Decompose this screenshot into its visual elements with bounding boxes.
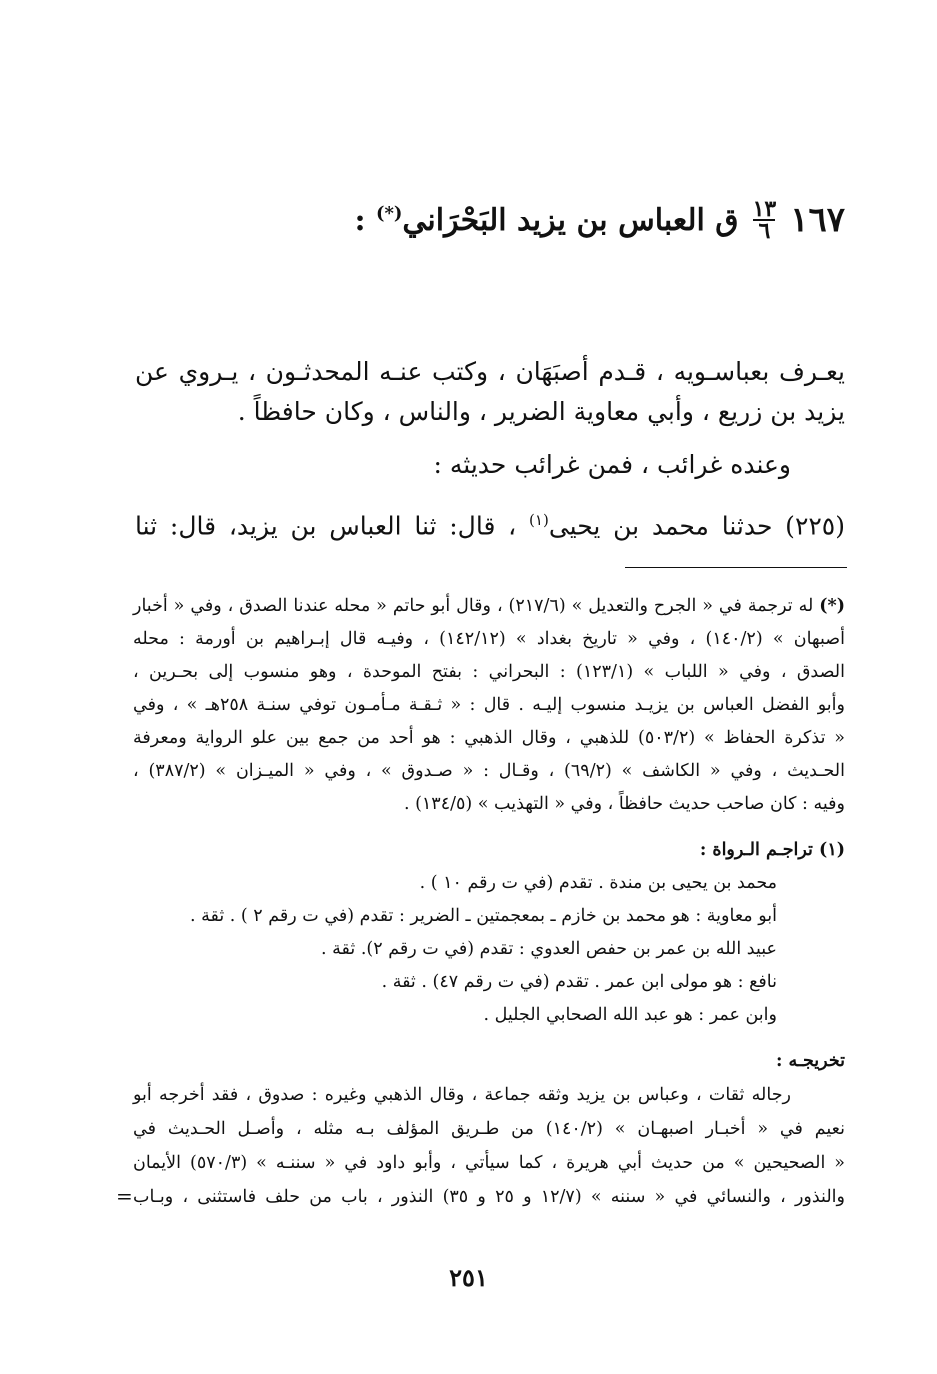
takhrij-line-1: رجاله ثقات ، وعباس بن يزيد وثقه جماعة ، وقال الذهبي وغيره : صدوق ، فقد أخرجه أبو [133, 1085, 791, 1105]
narrator-line-4: نافع : هو مولى ابن عمر . تقدم (في ت رقم ٤٧) . ثقة . [381, 972, 777, 992]
footnote-ref-1: (١) [529, 511, 549, 529]
entry-title-text: ق العباس بن يزيد البَحْرَاني [402, 202, 739, 238]
footnote-star-line-5: « تذكرة الحفاظ » (٥٠٣/٢) للذهبي ، وقال الذهبي : هو أحد من جمع بين علو الرواية ومعرفة [133, 728, 845, 748]
hadith-chain: ، قال: ثنا العباس بن يزيد، قال: ثنا [135, 511, 517, 541]
footnote-divider [625, 567, 847, 568]
hadith-intro: (٢٢٥) حدثنا محمد بن يحيى [548, 511, 845, 541]
narrator-line-5: وابن عمر : هو عبد الله الصحابي الجليل . [483, 1005, 777, 1025]
narrator-line-1: محمد بن يحيى بن مندة . تقدم (في ت رقم ١٠ ) . [419, 873, 777, 893]
page-number: ٢٥١ [449, 1263, 488, 1292]
entry-fraction-bottom: ٦ [758, 218, 771, 244]
entry-heading [354, 190, 845, 250]
footnote-star-line-6: الحـديث ، وفي « الكاشف » (٦٩/٢) ، وقـال : « صـدوق » ، وفي « الميـزان » (٣٨٧/٢) ، [133, 761, 845, 781]
continuation-mark: = [116, 1184, 133, 1208]
narrator-line-3: عبيد الله بن عمر بن حفص العدوي : تقدم (في ت رقم ٢). ثقة . [321, 939, 777, 959]
body-line-2: يزيد بن زريع ، وأبي معاوية الضرير ، والناس ، وكان حافظاً . [237, 397, 845, 426]
footnote-star-text-1: له ترجمة في « الجرح والتعديل » (٢١٧/٦) ، وقال أبو حاتم « محله عندنا الصدق ، وفي « أخبار [133, 596, 814, 616]
entry-title [354, 203, 738, 238]
narrators-heading: (١) تراجـم الـرواة : [699, 840, 845, 860]
takhrij-line-4: والنذور ، والنسائي في « سننه » (١٢/٧ و ٢٥ و ٣٥) النذور ، باب من حلف فاستثنى ، وبـاب [133, 1187, 845, 1207]
takhrij-heading: تخريجـه : [775, 1051, 845, 1071]
footnote-star-marker: (*) [819, 596, 845, 616]
entry-fraction [752, 196, 777, 244]
footnote-star-line-3: الصدق ، وفي « اللباب » (١٢٣/١) : البحراني : بفتح الموحدة ، وهو منسوب إلى بحـرين ، [133, 662, 845, 682]
body-line-4 [135, 500, 845, 546]
takhrij-line-3: « الصحيحين » من حديث أبي هريرة ، كما سيأتي ، وأبو داود في « سننـه » (٥٧٠/٣) الأيمان [133, 1153, 845, 1173]
footnote-star-line-2: أصبهان » (١٤٠/٢) ، وفي « تاريخ بغداد » (١٤٢/١٢) ، وفيـه قال إبـراهيم بن أورمة : محله [133, 629, 845, 649]
entry-number: ١٦٧ [790, 200, 845, 240]
entry-marker: (*) [375, 202, 403, 224]
body-line-3: وعنده غرائب ، فمن غرائب حديثه : [433, 450, 791, 479]
footnote-star-line-4: وأبو الفضل العباس بن يزيـد منسوب إليـه . قال : « ثـقـة مـأمـون توفي سنـة ٢٥٨هـ » ، وفي [133, 695, 845, 715]
takhrij-line-2: نعيم في « أخبـار اصبهـان » (١٤٠/٢) من طـريق المؤلف بـه مثله ، وأصـل الحـديث في [133, 1119, 845, 1139]
entry-colon: : [354, 202, 366, 238]
footnote-star-line-7: وفيه : كان صاحب حديث حافظاً ، وفي « التهذيب » (١٣٤/٥) . [403, 794, 845, 814]
footnote-star-line-1 [133, 590, 845, 623]
narrator-line-2: أبو معاوية : هو محمد بن خازم ـ بمعجمتين ـ الضرير : تقدم (في ت رقم ٢ ) . ثقة . [189, 906, 777, 926]
body-line-1: يعـرف بعباسـويه ، قـدم أصبَهَان ، وكتب عنـه المحدثـون ، يـروي عن [135, 357, 845, 386]
entry-fraction-top: ١٣ [752, 196, 777, 222]
